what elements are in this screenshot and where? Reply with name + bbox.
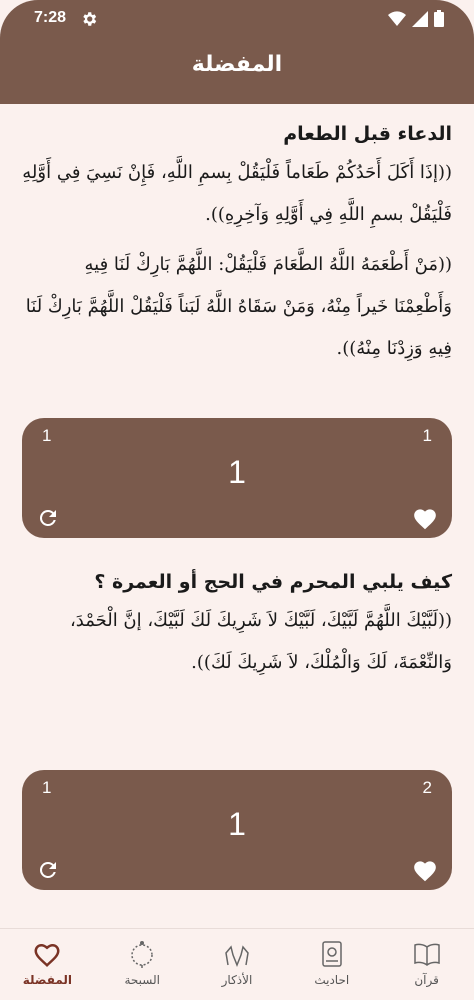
- card-paragraph: ((إذَا أَكَلَ أَحَدُكُمْ طَعَاماً فَلْيَقُلْ بِسمِ اللَّهِ، فَإِنْ نَسِيَ فِي أَوَّلِهِ فَلْيَقُلْ بسمِ اللَّهِ فِي أَوَّلِهِ وَآخِرِهِ)).: [22, 162, 452, 225]
- counter-total: 1: [42, 426, 52, 445]
- status-icons: [388, 10, 444, 27]
- card-paragraph: ((لَبَّيْكَ اللَّهُمَّ لَبَّيْكَ، لَبَّيْكَ لاَ شَرِيكَ لَكَ لَبَّيْكَ، إنَّ الْحَمْدَ، وَالنِّعْمَةَ، لَكَ وَالْمُلْكَ، لاَ شَرِيكَ لَكَ)).: [69, 610, 452, 673]
- praying-hands-icon: [222, 939, 252, 969]
- tasbeeh-counter-2[interactable]: [22, 770, 452, 890]
- page-title: المفضلة: [191, 52, 283, 77]
- card-title: كيف يلبي المحرم في الحج أو العمرة ؟: [94, 571, 452, 593]
- prayer-beads-icon: [127, 939, 157, 969]
- nav-item-quran[interactable]: [379, 929, 474, 1000]
- card-title: الدعاء قبل الطعام: [283, 123, 452, 145]
- favorite-heart-icon[interactable]: [412, 858, 438, 882]
- favorite-heart-icon[interactable]: [412, 506, 438, 530]
- app-bar: [0, 0, 474, 104]
- counter-target: 1: [422, 426, 432, 445]
- hadith-book-icon: [317, 939, 347, 969]
- signal-icon: [412, 11, 428, 27]
- card-paragraph: ((مَنْ أَطْعَمَهُ اللَّهُ الطَّعَامَ فَلْيَقُلْ: اللَّهُمَّ بَارِكْ لَنَا فِيهِ وَأَطْعِمْنَا خَيراً مِنْهُ، وَمَنْ سَقَاهُ اللَّهُ لَبَناً فَلْيَقُلْ اللَّهُمَّ بَارِكْ لَنَا فِيهِ وَزِدْنَا مِنْهُ)).: [25, 254, 452, 359]
- nav-label: المفضلة: [22, 973, 73, 987]
- status-time: 7:28: [34, 9, 67, 26]
- settings-gear-icon: [80, 10, 98, 28]
- counter-value: 1: [228, 454, 246, 490]
- nav-label: احاديث: [314, 973, 350, 987]
- counter-total: 1: [42, 778, 52, 797]
- reset-icon[interactable]: [36, 506, 60, 530]
- tasbeeh-counter-1[interactable]: [22, 418, 452, 538]
- wifi-icon: [388, 11, 406, 27]
- quran-book-icon: [412, 939, 442, 969]
- nav-item-favorites[interactable]: [0, 929, 95, 1000]
- heart-icon: [32, 939, 62, 969]
- counter-target: 2: [422, 778, 432, 797]
- nav-item-beads[interactable]: [95, 929, 190, 1000]
- nav-item-hadith[interactable]: [284, 929, 379, 1000]
- nav-label: الأذكار: [221, 973, 253, 987]
- counter-value: 1: [228, 806, 246, 842]
- favorite-card-2-text: [0, 566, 474, 684]
- reset-icon[interactable]: [36, 858, 60, 882]
- nav-item-adhkar[interactable]: [190, 929, 285, 1000]
- battery-icon: [434, 10, 444, 27]
- nav-label: السبحة: [124, 973, 160, 987]
- bottom-navigation: [0, 928, 474, 1000]
- nav-label: قرآن: [414, 973, 439, 987]
- favorite-card-1-text: [0, 118, 474, 370]
